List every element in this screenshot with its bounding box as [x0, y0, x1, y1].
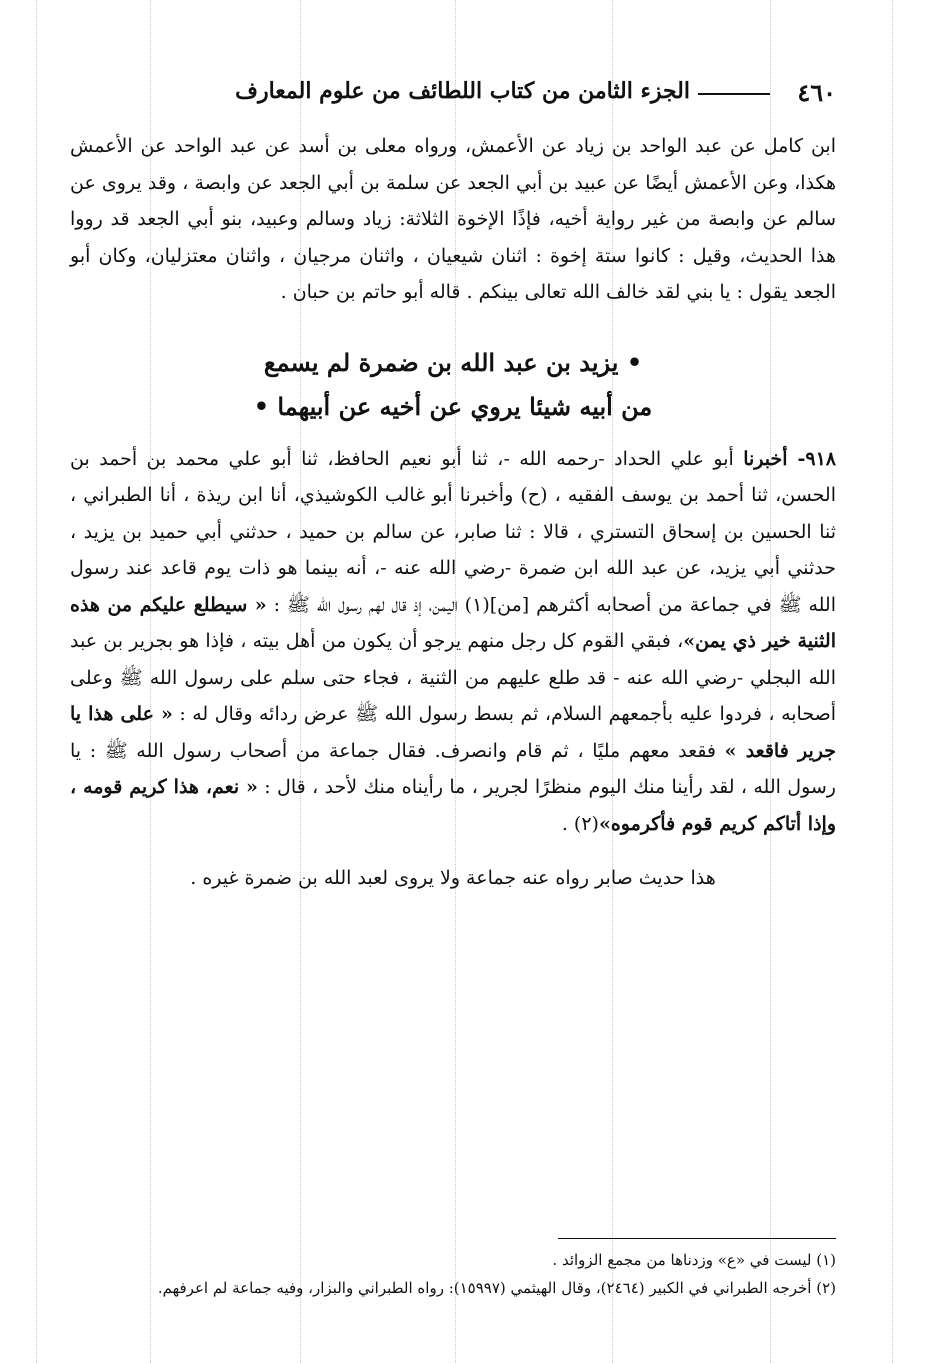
footnote: (٢) أخرجه الطبراني في الكبير (٢٤٦٤)، وقال الهيثمي (١٥٩٩٧): رواه الطبراني والبزار، وفيه جماعة لم اعرفهم.	[157, 1279, 836, 1297]
footnote-reference: (٢) .	[561, 812, 599, 835]
hadith-text: ، فبقي القوم كل رجل منهم يرجو أن يكون من أهل بيته ، فإذا هو بجرير بن عبد الله البجلي -رضي الله عنه - قد طلع عليهم من الثنية ، فجاء حتى سلم على رسول الله ﷺ وعلى أصحابه ، فردوا عليه بأجمعهم السلام، ثم بسط رسول الله ﷺ عرض ردائه وقال له :	[70, 630, 837, 725]
section-heading-line: • يزيد بن عبد الله بن ضمرة لم يسمع	[263, 347, 643, 377]
footnote: (١) ليست في «ع» وزدناها من مجمع الزوائد .	[552, 1251, 836, 1269]
author-note: هذا حديث صابر رواه عنه جماعة ولا يروى لعبد الله بن ضمرة غيره .	[190, 867, 716, 889]
page-body	[70, 128, 836, 896]
page-header	[68, 72, 836, 112]
header-rule	[698, 93, 770, 95]
prophetic-quote: « على هذا يا جرير فاقعد »	[70, 703, 836, 762]
scan-dotted-guide	[892, 0, 893, 1363]
page-number: ٤٦٠	[797, 78, 836, 107]
footnotes	[70, 1246, 836, 1302]
scan-dotted-guide	[36, 0, 37, 1363]
section-heading-line: من أبيه شيئا يروي عن أخيه عن أبيهما •	[253, 391, 653, 421]
hadith-text: أبو علي الحداد -رحمه الله -، ثنا أبو نعيم الحافظ، ثنا أبو علي محمد بن أحمد بن الحسن، ثنا أحمد بن يوسف الفقيه ، (ح) وأخبرنا أبو غالب الكوشيذي، أنا ابن ريذة ، أنا الطبراني ، ثنا الحسين بن إسحاق التستري ، قالا : ثنا صابر، عن سالم بن حميد ، حدثني أبي حميد بن يزيد ، حدثني أبي يزيد، عن عبد الله ابن ضمرة -رضي الله عنه -، أنه بينما هو ذات يوم قاعد عند رسول الله ﷺ في جماعة من أصحابه أكثرهم [من](١) اليمن، إذ قال لهم رسول الله ﷺ :	[70, 447, 837, 616]
opening-paragraph: ابن كامل عن عبد الواحد بن زياد عن الأعمش، ورواه معلى بن أسد عن عبد الواحد عن الأعمش هكذا، وعن الأعمش أيضًا عن عبيد بن أبي الجعد عن سلمة بن أبي الجعد عن وابصة ، وقد يروى عن سالم عن وابصة من غير رواية أخيه، فإذًا الإخوة الثلاثة: زياد وسالم وعبيد، بنو أبي الجعد قد رووا هذا الحديث، وقيل : كانوا ستة إخوة : اثنان شيعيان ، واثنان مرجيان ، واثنان معتزليان، وكان أبو الجعد يقول : يا بني لقد خالف الله تعالى بينكم . قاله أبو حاتم بن حبان .	[70, 135, 836, 303]
section-heading	[70, 341, 836, 429]
hadith-text: فقعد معهم مليًا ، ثم قام وانصرف. فقال جماعة من أصحاب رسول الله ﷺ : يا رسول الله ، لقد رأينا منك اليوم منظرًا لجرير ، ما رأيناه منك لأحد ، قال :	[70, 739, 836, 798]
footnote-separator	[558, 1238, 836, 1239]
book-title: الجزء الثامن من كتاب اللطائف من علوم المعارف	[235, 78, 690, 104]
hadith-paragraph	[70, 441, 836, 843]
prophetic-quote: « نعم، هذا كريم قومه ، وإذا أتاكم كريم قوم فأكرموه»	[70, 776, 836, 835]
prophetic-quote: « سيطلع عليكم من هذه الثنية خير ذي يمن»	[70, 593, 836, 652]
hadith-number: ٩١٨- أخبرنا	[743, 447, 837, 470]
